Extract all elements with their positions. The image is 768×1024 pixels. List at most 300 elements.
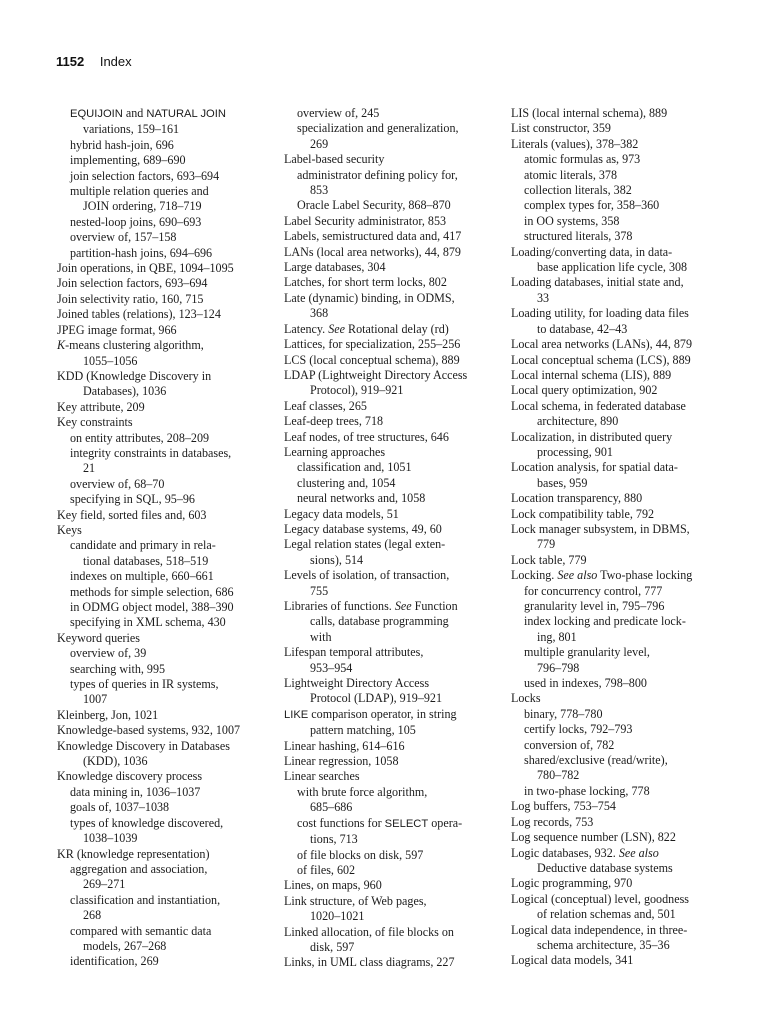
index-text: of relation schemas and, 501 [537,907,676,922]
index-text: for concurrency control, 777 [524,583,663,598]
index-text: overview of, 39 [70,646,147,661]
index-text: in two-phase locking, 778 [524,783,650,798]
index-text: Learning approaches [284,444,386,459]
index-text: and [122,106,147,120]
index-subentry [511,645,723,660]
index-entry [511,353,723,368]
index-entry [57,369,269,384]
index-text: Loading utility, for loading data files [511,306,689,321]
index-entry [57,400,269,415]
index-subentry [511,260,723,275]
index-text: identification, 269 [70,954,159,969]
index-subentry [511,414,723,429]
index-entry [57,276,269,291]
index-entry [284,925,496,940]
index-text: K [57,338,66,353]
index-subentry [57,692,269,707]
index-text: See also [618,845,659,860]
index-entry [511,245,723,260]
index-text: in ODMG object model, 388–390 [70,600,234,614]
index-subentry [57,106,269,122]
index-entry [57,631,269,646]
index-text: KR (knowledge representation) [57,846,210,861]
index-entry [284,878,496,893]
index-text: 953–954 [310,660,353,675]
index-subentry [284,630,496,645]
index-text: bases, 959 [537,475,588,490]
index-text: Function [411,599,458,613]
index-entry [57,338,269,353]
index-entry [284,955,496,970]
index-text: types of queries in IR systems, [70,677,219,692]
index-column-2 [284,106,496,971]
index-text: LIS (local internal schema), 889 [511,106,668,120]
index-text: Join operations, in QBE, 1094–1095 [57,261,234,276]
index-text: Join selectivity ratio, 160, 715 [57,291,204,306]
index-text: Kleinberg, Jon, 1021 [57,707,159,722]
index-entry [511,799,723,814]
index-subentry [511,152,723,167]
index-entry [511,507,723,522]
index-text: Logical (conceptual) level, goodness [511,891,689,906]
index-subentry [284,106,496,121]
index-subentry [511,722,723,737]
index-text: multiple granularity level, [524,645,650,660]
index-subentry [57,677,269,692]
index-entry [284,214,496,229]
index-entry [284,275,496,290]
index-subentry [511,753,723,768]
index-entry [511,430,723,445]
index-text: Lock compatibility table, 792 [511,506,655,521]
index-text: shared/exclusive (read/write), [524,753,668,768]
index-subentry [284,863,496,878]
index-entry [284,260,496,275]
index-text: Latches, for short term locks, 802 [284,275,447,290]
index-text: Loading databases, initial state and, [511,275,684,290]
index-entry [511,121,723,136]
index-subentry [511,214,723,229]
index-text: clustering and, 1054 [297,475,396,490]
index-entry [511,876,723,891]
index-text: Levels of isolation, of transaction, [284,568,450,583]
index-subentry [57,492,269,507]
index-text: Local conceptual schema (LCS), 889 [511,352,691,367]
index-text: List constructor, 359 [511,121,611,136]
index-entry [511,830,723,845]
index-subentry [284,476,496,491]
index-entry [511,137,723,152]
index-text: 779 [537,537,556,552]
index-text: with [310,629,332,644]
index-entry [284,430,496,445]
index-subentry [57,646,269,661]
index-text: Log sequence number (LSN), 822 [511,830,676,845]
index-entry [57,292,269,307]
index-text: compared with semantic data [70,923,212,938]
index-text: Log buffers, 753–754 [511,799,616,814]
index-text: overview of, 68–70 [70,476,165,491]
index-entry [57,307,269,322]
index-subentry [284,383,496,398]
index-subentry [57,554,269,569]
index-entry [511,337,723,352]
index-text: Deductive database systems [537,860,673,875]
index-entry [284,152,496,167]
index-subentry [284,940,496,955]
index-subentry [57,431,269,446]
index-text: Libraries of functions. [284,599,395,613]
index-subentry [284,661,496,676]
index-text: Literals (values), 378–382 [511,136,639,151]
index-text: 1020–1021 [310,909,365,924]
index-subentry [284,306,496,321]
index-subentry [57,446,269,461]
index-text: goals of, 1037–1038 [70,800,170,815]
index-subentry [57,538,269,553]
index-text: to database, 42–43 [537,321,628,336]
index-text: types of knowledge discovered, [70,815,224,830]
index-entry [284,229,496,244]
index-text: binary, 778–780 [524,706,603,721]
index-entry [57,261,269,276]
index-text: conversion of, 782 [524,737,615,752]
index-subentry [57,939,269,954]
index-subentry [57,384,269,399]
index-text: 1007 [83,692,108,707]
index-entry [511,275,723,290]
index-text: classification and instantiation, [70,892,221,907]
index-text: EQUIJOIN [70,108,123,120]
index-text: Logical data models, 341 [511,953,634,968]
index-text: ing, 801 [537,629,577,644]
index-text: Locks [511,691,541,706]
index-subentry [57,477,269,492]
index-column-3 [511,106,723,969]
index-subentry [511,229,723,244]
index-entry [284,353,496,368]
index-text: multiple relation queries and [70,184,209,199]
index-text: Leaf-deep trees, 718 [284,414,384,429]
index-text: cost functions for [297,815,385,830]
index-text: -means clustering algorithm, [65,338,204,353]
index-text: LCS (local conceptual schema), 889 [284,352,460,367]
index-text: LANs (local area networks), 44, 879 [284,244,461,259]
index-subentry [57,877,269,892]
index-text: Keys [57,522,82,537]
index-subentry [511,661,723,676]
index-text: calls, database programming [310,614,449,629]
index-column-1 [57,106,269,970]
index-text: Loading/converting data, in data- [511,244,673,259]
index-subentry [511,322,723,337]
index-subentry [57,199,269,214]
index-entry [284,414,496,429]
index-subentry [511,168,723,183]
index-text: Knowledge Discovery in Databases [57,738,230,753]
index-entry [57,508,269,523]
index-entry [511,399,723,414]
index-text: 269–271 [83,877,126,892]
index-text: Keyword queries [57,630,140,645]
index-subentry [511,291,723,306]
index-subentry [57,785,269,800]
index-text: LDAP (Lightweight Directory Access [284,367,468,382]
index-text: LIKE [284,708,309,721]
index-entry [284,337,496,352]
index-text: architecture, 890 [537,414,619,429]
index-text: Lattices, for specialization, 255–256 [284,337,461,352]
index-entry [511,383,723,398]
index-subentry [511,938,723,953]
index-text: processing, 901 [537,444,613,459]
index-text: 268 [83,908,102,923]
index-text: 1038–1039 [83,831,138,846]
index-text: JPEG image format, 966 [57,322,177,337]
index-subentry [511,445,723,460]
index-subentry [284,198,496,213]
index-entry [284,568,496,583]
index-subentry [284,168,496,183]
index-subentry [57,893,269,908]
index-subentry [57,585,269,600]
index-entry [57,708,269,723]
index-text: 33 [537,290,550,305]
index-text: Label-based security [284,152,385,167]
index-entry [511,553,723,568]
index-text: Key field, sorted files and, 603 [57,507,207,522]
index-text: Link structure, of Web pages, [284,893,427,908]
index-entry [284,399,496,414]
index-subentry [57,600,269,615]
index-entry [284,754,496,769]
index-text: Legacy database systems, 49, 60 [284,521,442,536]
index-text: disk, 597 [310,939,355,954]
index-text: overview of, 245 [297,106,380,120]
index-text: Linear hashing, 614–616 [284,738,405,753]
index-entry [284,445,496,460]
index-entry [284,739,496,754]
index-text: Logical data independence, in three- [511,922,688,937]
index-text: complex types for, 358–360 [524,198,660,213]
index-entry [284,507,496,522]
index-subentry [57,924,269,939]
index-text: sions), 514 [310,552,364,567]
index-text: collection literals, 382 [524,183,632,198]
index-text: Joined tables (relations), 123–124 [57,307,221,322]
index-text: Latency. [284,321,329,336]
index-text: on entity attributes, 208–209 [70,430,210,445]
index-subentry [511,584,723,599]
index-entry [284,707,496,723]
index-entry [284,894,496,909]
index-subentry [57,461,269,476]
index-entry [284,368,496,383]
index-text: classification and, 1051 [297,460,412,475]
index-text: Rotational delay (rd) [345,321,449,336]
index-text: Key attribute, 209 [57,399,145,414]
index-text: with brute force algorithm, [297,784,428,799]
index-entry [284,245,496,260]
index-subentry [284,491,496,506]
index-text: SELECT [384,817,429,830]
index-subentry [57,184,269,199]
index-subentry [284,183,496,198]
index-text: See [394,599,412,613]
index-subentry [511,198,723,213]
index-text: variations, 159–161 [83,122,180,137]
index-entry [511,368,723,383]
index-text: Databases), 1036 [83,384,167,399]
index-subentry [57,153,269,168]
index-text: nested-loop joins, 690–693 [70,214,202,229]
index-text: Legacy data models, 51 [284,506,399,521]
index-text: Locking. [511,568,558,583]
index-text: of files, 602 [297,862,356,877]
index-subentry [57,215,269,230]
index-subentry [57,908,269,923]
index-subentry [511,676,723,691]
index-subentry [284,848,496,863]
index-text: 21 [83,461,96,476]
index-subentry [57,569,269,584]
index-text: schema architecture, 35–36 [537,937,670,952]
index-text: data mining in, 1036–1037 [70,784,201,799]
index-entry [57,523,269,538]
index-text: Local schema, in federated database [511,398,686,413]
index-entry [284,645,496,660]
index-subentry [284,553,496,568]
index-entry [284,322,496,337]
index-text: Large databases, 304 [284,260,386,275]
index-subentry [57,831,269,846]
index-text: Protocol), 919–921 [310,383,404,398]
index-entry [511,892,723,907]
index-subentry [284,723,496,738]
index-entry [284,769,496,784]
index-text: Lock manager subsystem, in DBMS, [511,521,690,536]
index-text: specifying in SQL, 95–96 [70,492,195,507]
index-entry [284,599,496,614]
index-text: opera- [428,815,463,830]
index-text: 1055–1056 [83,353,138,368]
index-text: Linked allocation, of file blocks on [284,924,454,939]
index-subentry [511,707,723,722]
index-entry [284,522,496,537]
index-subentry [57,954,269,969]
index-text: Logic databases, 932. [511,845,619,860]
index-subentry [511,476,723,491]
index-text: Local internal schema (LIS), 889 [511,367,672,382]
index-subentry [57,800,269,815]
index-text: Location analysis, for spatial data- [511,460,678,475]
index-text: 796–798 [537,660,580,675]
index-text: JOIN ordering, 718–719 [83,199,202,214]
index-text: methods for simple selection, 686 [70,584,234,599]
index-subentry [511,784,723,799]
index-text: atomic literals, 378 [524,167,618,182]
index-subentry [57,862,269,877]
index-text: candidate and primary in rela- [70,538,216,553]
index-text: implementing, 689–690 [70,153,186,168]
index-text: overview of, 157–158 [70,230,177,245]
index-text: specialization and generalization, [297,121,459,136]
index-text: See [328,321,346,336]
index-subentry [57,615,269,630]
index-text: Late (dynamic) binding, in ODMS, [284,290,455,305]
index-text: Location transparency, 880 [511,491,643,506]
index-entry [284,537,496,552]
index-entry [57,723,269,738]
index-subentry [511,907,723,922]
index-entry [57,323,269,338]
index-text: Leaf nodes, of tree structures, 646 [284,429,449,444]
index-subentry [284,121,496,136]
index-text: NATURAL JOIN [146,108,226,120]
index-subentry [511,599,723,614]
index-text: tional databases, 518–519 [83,553,209,568]
index-entry [57,769,269,784]
index-text: administrator defining policy for, [297,167,458,182]
index-text: neural networks and, 1058 [297,491,426,506]
index-text: Linear regression, 1058 [284,754,399,769]
index-entry [511,106,723,121]
index-text: atomic formulas as, 973 [524,152,641,167]
index-text: tions, 713 [310,832,358,847]
index-subentry [284,832,496,847]
index-text: base application life cycle, 308 [537,260,688,275]
index-subentry [57,816,269,831]
index-subentry [284,800,496,815]
index-subentry [511,768,723,783]
index-text: Join selection factors, 693–694 [57,276,208,291]
index-subentry [284,460,496,475]
index-text: pattern matching, 105 [310,723,416,738]
index-entry [284,291,496,306]
index-text: See also [557,568,598,583]
index-text: Key constraints [57,415,133,430]
index-text: 853 [310,183,329,198]
index-text: Links, in UML class diagrams, 227 [284,955,455,970]
index-text: Lines, on maps, 960 [284,878,382,893]
index-text: Log records, 753 [511,814,594,829]
index-text: comparison operator, in string [308,706,457,721]
index-subentry [511,738,723,753]
index-text: 368 [310,306,329,321]
index-entry [511,522,723,537]
index-subentry [57,754,269,769]
index-text: index locking and predicate lock- [524,614,686,629]
index-text: KDD (Knowledge Discovery in [57,368,212,383]
index-entry [511,306,723,321]
index-subentry [511,537,723,552]
index-subentry [57,169,269,184]
index-text: granularity level in, 795–796 [524,599,665,613]
index-text: integrity constraints in databases, [70,445,232,460]
index-subentry [57,138,269,153]
index-subentry [57,122,269,137]
index-entry [57,415,269,430]
index-text: 685–686 [310,800,353,815]
index-subentry [57,354,269,369]
index-text: hybrid hash-join, 696 [70,137,174,152]
index-subentry [511,614,723,629]
index-text: certify locks, 792–793 [524,722,633,737]
running-header [56,54,132,69]
index-text: Local query optimization, 902 [511,383,658,398]
index-text: Knowledge-based systems, 932, 1007 [57,723,241,738]
index-entry [57,739,269,754]
